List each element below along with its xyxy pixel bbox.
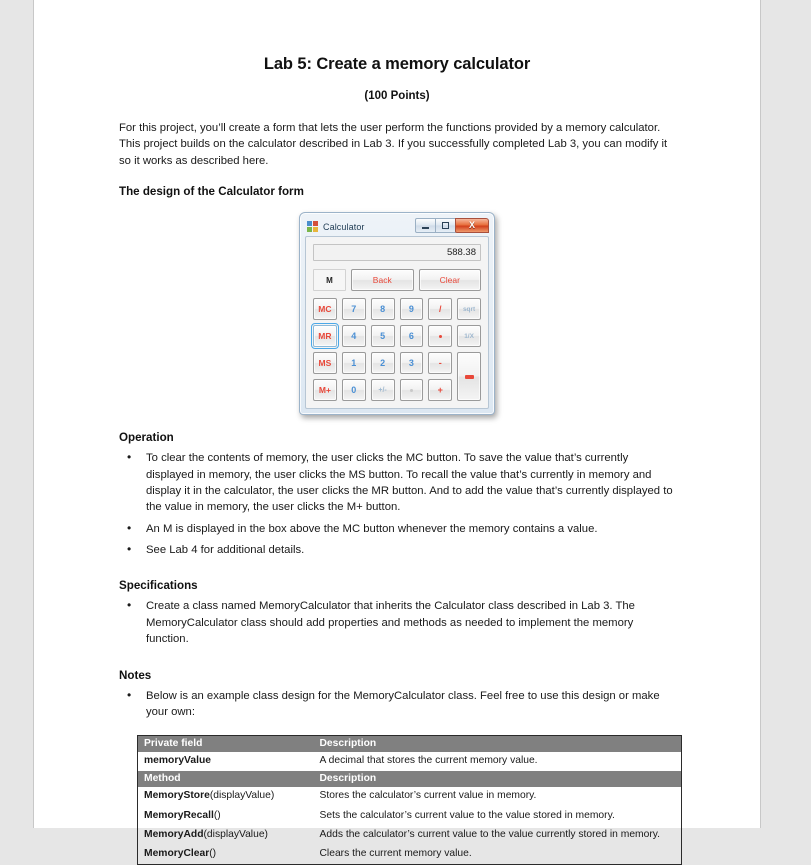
calc-key-[interactable]: [400, 379, 424, 401]
table-cell-name: MemoryAdd(displayValue): [144, 828, 268, 840]
table-cell-arg: (): [209, 848, 217, 860]
calc-key-[interactable]: -: [428, 352, 452, 374]
table-row: [138, 826, 682, 845]
table-cell-name: MemoryStore(displayValue): [144, 790, 275, 802]
specifications-bullet-list: [119, 592, 675, 647]
calc-key-9[interactable]: 9: [400, 298, 424, 320]
calc-key-+[interactable]: +/-: [371, 379, 395, 401]
operation-bullet: • An M is displayed in the box above the MC button whenever the memory contains a value.: [119, 521, 675, 537]
table-cell-name: memoryValue: [144, 755, 211, 767]
table-cell-description: Sets the calculator’s current value to the value stored in memory.: [319, 809, 615, 821]
calc-key-3[interactable]: 3: [400, 352, 424, 374]
class-design-table-wrapper: [119, 725, 675, 865]
table-cell-arg: (): [213, 809, 221, 821]
calculator-titlebar: [304, 217, 490, 236]
notes-bullet-list: [119, 682, 675, 721]
calc-key-1x[interactable]: 1/X: [457, 325, 481, 347]
points-subtitle: (100 Points): [364, 90, 430, 102]
page-title: Lab 5: Create a memory calculator: [263, 55, 531, 73]
calc-key-m+[interactable]: M+: [313, 379, 337, 401]
table-header-cell: Method: [138, 771, 314, 787]
calc-key-2[interactable]: 2: [371, 352, 395, 374]
calc-key-mr[interactable]: MR: [313, 325, 337, 347]
calc-key-5[interactable]: 5: [371, 325, 395, 347]
window-controls: [416, 218, 489, 233]
multiply-glyph: [439, 335, 442, 338]
document-page: [33, 0, 761, 860]
calculator-window-title: Calculator: [323, 221, 365, 232]
decimal-point-glyph: [410, 389, 413, 392]
app-icon: [307, 221, 318, 232]
table-header-cell: Description: [314, 736, 682, 753]
calc-key-sqrt[interactable]: sqrt: [457, 298, 481, 320]
calculator-window: [299, 212, 495, 415]
note-bullet: • Below is an example class design for the MemoryCalculator class. Feel free to use this design or make your own:: [119, 688, 675, 721]
operation-bullet: • To clear the contents of memory, the user clicks the MC button. To save the value that’s currently displayed in memory, the user clicks the MS button. To recall the value that’s currently in memory and display it in the calculator, the user clicks the MR button. And to add the value that’s currently displayed to the value in memory, the user clicks the M+ button.: [119, 450, 675, 516]
heading-specifications: Specifications: [119, 579, 198, 593]
intro-paragraph: For this project, you’ll create a form that lets the user perform the functions provided by a memory calculator. This project builds on the calculator described in Lab 3. If you successfully completed Lab 3, you can modify it so it works as described here.: [119, 122, 668, 167]
calculator-top-row: [313, 269, 481, 291]
table-cell-description: Adds the calculator’s current value to the value currently stored in memory.: [319, 828, 661, 840]
table-header-private-field: [138, 736, 682, 753]
calc-key-1[interactable]: 1: [342, 352, 366, 374]
heading-operation: Operation: [119, 431, 174, 445]
calculator-body: [305, 236, 489, 409]
table-row: [138, 807, 682, 826]
calc-key-[interactable]: [457, 352, 481, 401]
table-cell-description: Clears the current memory value.: [319, 848, 472, 860]
minimize-icon[interactable]: [415, 218, 436, 233]
table-header-cell: Description: [314, 771, 682, 787]
calc-key-ms[interactable]: MS: [313, 352, 337, 374]
calculator-figure: [119, 198, 675, 415]
clear-button[interactable]: Clear: [419, 269, 482, 291]
specification-bullet: • Create a class named MemoryCalculator that inherits the Calculator class described in Lab 3. The MemoryCalculator class should add properties and methods as needed to implement the memory function.: [119, 598, 675, 647]
equals-glyph: [465, 375, 474, 379]
table-header-cell: Private field: [138, 736, 314, 753]
back-button[interactable]: Back: [351, 269, 414, 291]
table-cell-name: MemoryRecall(): [144, 809, 221, 821]
operation-bullet-list: [119, 444, 675, 558]
table-header-method: [138, 771, 682, 787]
heading-design: The design of the Calculator form: [119, 185, 304, 199]
table-cell-arg: (displayValue): [203, 828, 268, 840]
table-cell-name: MemoryClear(): [144, 848, 217, 860]
calculator-display: 588.38: [313, 244, 481, 261]
calc-key-mc[interactable]: MC: [313, 298, 337, 320]
table-row: [138, 787, 682, 806]
calc-key-0[interactable]: 0: [342, 379, 366, 401]
maximize-icon[interactable]: [435, 218, 456, 233]
calc-key-6[interactable]: 6: [400, 325, 424, 347]
calculator-keypad: [313, 298, 481, 401]
calc-key-[interactable]: [428, 325, 452, 347]
calc-key-+[interactable]: +: [428, 379, 452, 401]
close-icon[interactable]: X: [455, 218, 489, 233]
heading-notes: Notes: [119, 668, 152, 682]
table-row: [138, 752, 682, 771]
class-design-table: [137, 735, 682, 865]
memory-indicator: M: [313, 269, 346, 291]
table-cell-description: A decimal that stores the current memory value.: [319, 755, 538, 767]
calc-key-8[interactable]: 8: [371, 298, 395, 320]
table-cell-arg: (displayValue): [209, 790, 275, 802]
calc-key-7[interactable]: 7: [342, 298, 366, 320]
calc-key-[interactable]: /: [428, 298, 452, 320]
operation-bullet: • See Lab 4 for additional details.: [119, 542, 675, 558]
table-cell-description: Stores the calculator’s current value in memory.: [319, 790, 537, 802]
table-row: [138, 845, 682, 865]
calc-key-4[interactable]: 4: [342, 325, 366, 347]
